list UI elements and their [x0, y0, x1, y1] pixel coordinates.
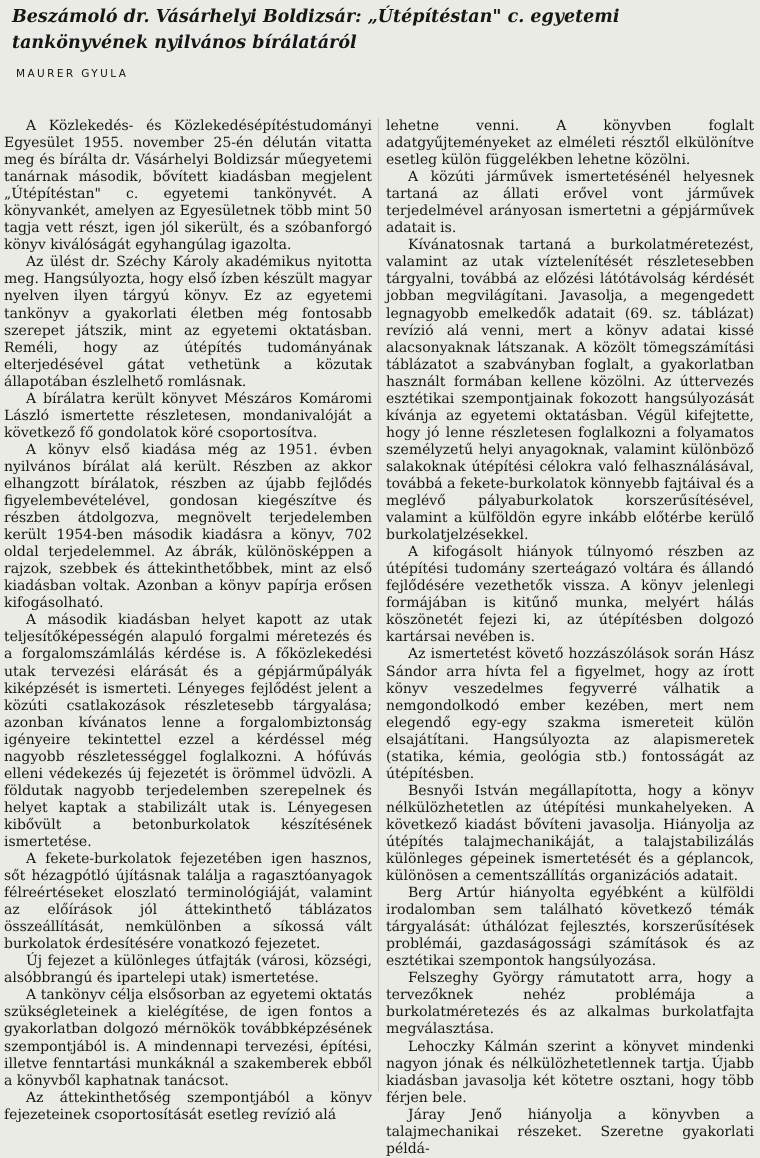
paragraph: A bírálatra került könyvet Mészáros Komáromi László ismertette részletesen, mondanivalóját a következő fő gondolatok köré csoportosítva.: [4, 390, 372, 441]
paragraph: A Közlekedés- és Közlekedésépítéstudományi Egyesület 1955. november 25-én délután vitatta meg és bírálta dr. Vásárhelyi Boldizsár műegyetemi tanárnak második, bővített kiadásban megjelent „Útépítéstan" c. egyetemi tankönyvét. A könyvankét, amelyen az Egyesületnek több mint 50 tagja vett részt, igen jól sikerült, és a szóbanforgó könyv kiválóságát egyhangúlag igazolta.: [4, 118, 372, 254]
paragraph: Lehoczky Kálmán szerint a könyvet mindenki nagyon jónak és nélkülözhetetlennek tartja. Újabb kiadásban javasolja két kötetre osztani, hogy több férjen bele.: [386, 1038, 754, 1106]
paragraph: Besnyői István megállapította, hogy a könyv nélkülözhetetlen az útépítési munkahelyeken. A következő kiadást bővíteni javasolja. Hiányolja az útépítés talajmechanikáját, a talajstabilizálás különleges gépeinek ismertetését és a géplancok, különösen a cementszállítás organizációs adatait.: [386, 782, 754, 885]
column-divider: [378, 118, 379, 1092]
paragraph: A kifogásolt hiányok túlnyomó részben az útépítési tudomány szerteágazó voltára és állandó fejlődésére vezethetők vissza. A könyv jelenlegi formájában is kitűnő munka, melyért hálás köszönetét fejezi ki, az útépítésben dolgozó kartársai nevében is.: [386, 544, 754, 646]
paragraph: Berg Artúr hiányolta egyébként a külföldi irodalomban sem található következő témák tárgyalását: úthálózat fejlesztés, korszerűsítések problémái, gazdaságossági számítások és az esztétikai szempontok hangsúlyozása.: [386, 885, 754, 970]
article-title: Beszámoló dr. Vásárhelyi Boldizsár: „Útépítéstan" c. egyetemi tankönyvének nyilvános bírálatáról: [12, 7, 620, 53]
paragraph: lehetne venni. A könyvben foglalt adatgyűjteményeket az elméleti résztől elkülönítve esetleg külön függelékben lehetne közölni.: [386, 118, 754, 169]
paragraph: Felszeghy György rámutatott arra, hogy a tervezőknek nehéz problémája a burkolatméretezés és az alkalmas burkolatfajta megválasztása.: [386, 970, 754, 1038]
left-column: [4, 118, 372, 1124]
paragraph: A fekete-burkolatok fejezetében igen hasznos, sőt hézagpótló újításnak találja a ragasztóanyagok félreértéseket eloszlató terminológiáját, valamint az előírások jól áttekinthető táblázatos összeállítását, nemkülönben a síkossá vált burkolatok érdesítésére vonatkozó fejezetet.: [4, 851, 372, 953]
author-byline: MAURER GYULA: [16, 68, 129, 80]
paragraph: Az ülést dr. Széchy Károly akadémikus nyitotta meg. Hangsúlyozta, hogy első ízben készült magyar nyelven ilyen tárgyú könyv. Ez az egyetemi tankönyv a gyakorlati életben még fontosabb szerepet játszik, mint az egyetemi oktatásban. Reméli, hogy az útépítés tudományának elterjedésével gátat vethetünk a közutak állapotában észlelhető romlásnak.: [4, 254, 372, 390]
paragraph: Kívánatosnak tartaná a burkolatméretezést, valamint az utak víztelenítését részletesebben tárgyalni, továbbá az előzési látótávolság kérdését jobban megvilágítani. Javasolja, a megengedett legnagyobb emelkedők adatait (69. sz. táblázat) revízió alá venni, mert a könyv adatai kissé alacsonyaknak látszanak. A közölt tömegszámítási táblázatot a szabványban foglalt, a gyakorlatban használt formában kellene közölni. Az úttervezés esztétikai szempontjainak fokozott hangsúlyozását kívánja az egyetemi oktatásban. Végül kifejtette, hogy jó lenne részletesen foglalkozni a folyamatos személyzetű helyi anyagoknak, valamint különböző salakoknak útépítési célokra való felhasználásával, továbbá a fekete-burkolatok könnyebb fajtáival és a meglévő pályaburkolatok korszerűsítésével, valamint a külföldön egyre inkább előtérbe kerülő burkolatjelzésekkel.: [386, 237, 754, 544]
paragraph: Új fejezet a különleges útfajták (városi, községi, alsóbbrangú és ipartelepi utak) ismertetése.: [4, 953, 372, 987]
paragraph: A tankönyv célja elsősorban az egyetemi oktatás szükségleteinek a kielégítése, de igen fontos a gyakorlatban dolgozó mérnökök továbbképzésének szempontjából is. A mindennapi tervezési, építési, illetve fenntartási munkáknál a szakemberek ebből a könyvből kaphatnak tanácsot.: [4, 987, 372, 1089]
paragraph: Az áttekinthetőség szempontjából a könyv fejezeteinek csoportosítását esetleg revízió alá: [4, 1089, 372, 1123]
paragraph: A közúti járművek ismertetésénél helyesnek tartaná az állati erővel vont járművek terjedelmével arányosan ismertetni a gépjárművek adatait is.: [386, 169, 754, 237]
right-column: [386, 118, 754, 1158]
paragraph: A második kiadásban helyet kapott az utak teljesítőképességén alapuló forgalmi méretezés és a forgalomszámlálás kérdése is. A főközlekedési utak tervezési elárását és a gépjárműpályák kiképzését is ismerteti. Lényeges fejlődést jelent a közúti csatlakozások részletesebb tárgyalása; azonban kívánatos lenne a forgalombiztonság igényeire tekintettel ezzel a kérdéssel még nagyobb részletességgel foglalkozni. A hófúvás elleni védekezés új fejezetét is örömmel üdvözli. A földutak nagyobb terjedelemben szerepelnek és helyet kaptak a stabilizált utak is. Lényegesen kibővült a betonburkolatok készítésének ismertetése.: [4, 612, 372, 850]
paragraph: Az ismertetést követő hozzászólások során Hász Sándor arra hívta fel a figyelmet, hogy az írott könyv veszedelmes fegyverré válhatik a nemgondolkodó ember kezében, mert nem elegendő egy-egy szakma ismereteit külön elsajátítani. Hangsúlyozta az alapismeretek (statika, kémia, geológia stb.) fontosságát az útépítésben.: [386, 646, 754, 782]
paragraph: A könyv első kiadása még az 1951. évben nyilvános bírálat alá került. Részben az akkor elhangzott bírálatok, részben az újabb fejlődés figyelembevételével, gondosan kiegészítve és részben átdolgozva, megnövelt terjedelemben került 1954-ben második kiadásra a könyv, 702 oldal terjedelemmel. Az ábrák, különösképpen a rajzok, szebbek és áttekinthetőbbek, mint az első kiadásban voltak. Azonban a könyv papírja erősen kifogásolható.: [4, 441, 372, 612]
paragraph: Járay Jenő hiányolja a könyvben a talajmechanikai részeket. Szeretne gyakorlati példá-: [386, 1106, 754, 1157]
